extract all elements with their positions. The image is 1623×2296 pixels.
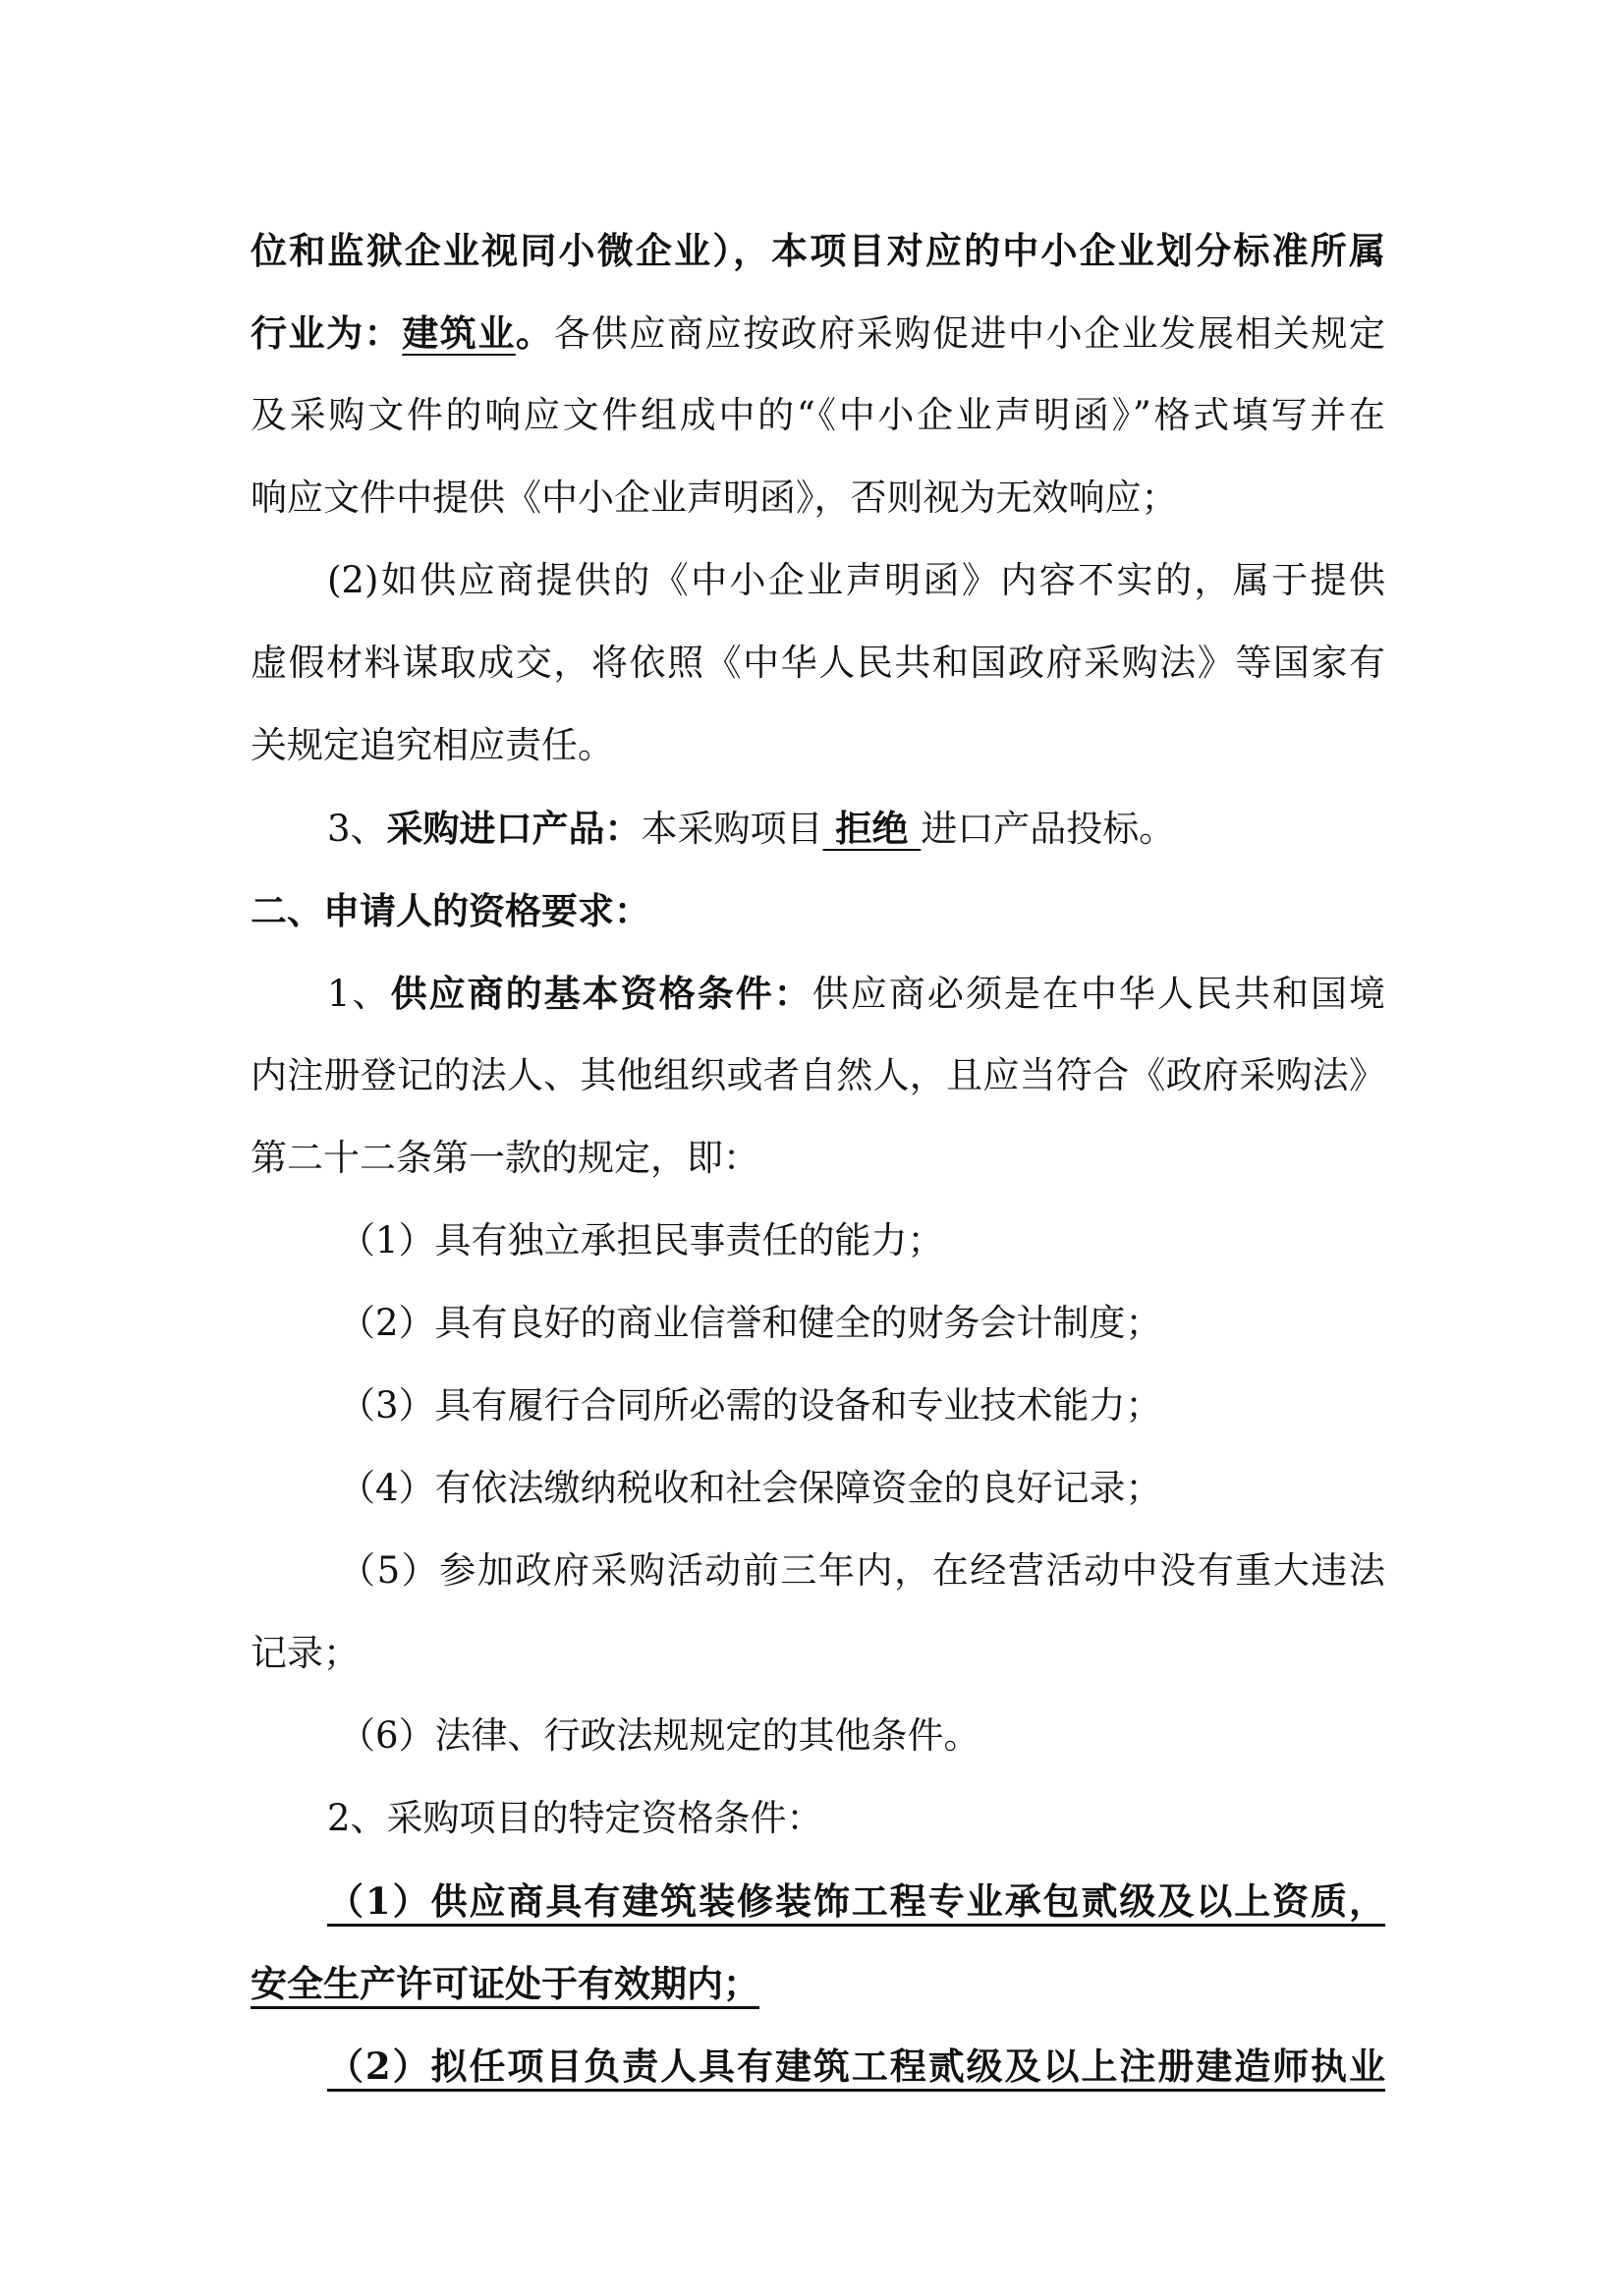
body-text: 内注册登记的法人、其他组织或者自然人，且应当符合《政府采购法》 [251, 1054, 1385, 1096]
text-line [251, 292, 1385, 374]
text-line [251, 704, 1385, 787]
text-line [251, 1777, 1385, 1860]
body-text: (2)如供应商提供的《中小企业声明函》内容不实的，属于提供 [327, 559, 1385, 601]
text-line [251, 539, 1385, 622]
bold-text: 行业为： [251, 311, 403, 355]
text-line [251, 1860, 1385, 1942]
body-text: 各供应商应按政府采购促进中小企业发展相关规定 [553, 312, 1386, 355]
text-line [251, 374, 1385, 457]
underlined-text: 建筑业 [402, 311, 516, 355]
text-line [251, 1365, 1385, 1447]
body-text: （3）具有履行合同所必需的设备和专业技术能力； [339, 1384, 1162, 1427]
body-text: 第二十二条第一款的规定，即： [251, 1137, 759, 1179]
text-line [251, 2025, 1385, 2107]
body-text: （1）具有独立承担民事责任的能力； [339, 1219, 944, 1261]
body-text: 及采购文件的响应文件组成中的“《中小企业声明函》”格式填写并在 [251, 394, 1385, 436]
bold-text: 位和监狱企业视同小微企业），本项目对应的中小企业划分标准所属 [251, 229, 1385, 272]
body-text: 关规定追究相应责任。 [251, 724, 614, 766]
body-text: 供应商必须是在中华人民共和国境 [812, 973, 1385, 1015]
text-line [251, 1282, 1385, 1365]
body-text: 2、采购项目的特定资格条件： [327, 1797, 823, 1839]
text-line [251, 1117, 1385, 1200]
body-text: （5）参加政府采购活动前三年内，在经营活动中没有重大违法 [339, 1549, 1385, 1592]
body-text: 本采购项目 [641, 808, 823, 850]
bold-text: 二、申请人的资格要求： [251, 889, 650, 932]
text-line [251, 1695, 1385, 1777]
body-text: 响应文件中提供《中小企业声明函》，否则视为无效响应； [251, 476, 1178, 519]
text-line [251, 457, 1385, 539]
text-line [251, 869, 1385, 952]
text-line [251, 1447, 1385, 1530]
text-line [251, 1942, 1385, 2025]
body-text: （6）法律、行政法规规定的其他条件。 [339, 1714, 980, 1757]
body-text: 进口产品投标。 [921, 808, 1176, 850]
body-text: 3、 [327, 808, 387, 850]
text-line [251, 1530, 1385, 1612]
underlined-text: （1）供应商具有建筑装修装饰工程专业承包贰级及以上资质， [327, 1879, 1385, 1923]
body-text: （4）有依法缴纳税收和社会保障资金的良好记录； [339, 1467, 1162, 1509]
body-text: （2）具有良好的商业信誉和健全的财务会计制度； [339, 1302, 1162, 1344]
body-text: 虚假材料谋取成交，将依照《中华人民共和国政府采购法》等国家有 [251, 642, 1385, 684]
body-text: 记录； [251, 1632, 360, 1674]
text-line [251, 952, 1385, 1035]
text-line [251, 209, 1385, 292]
body-text: 1、 [327, 973, 391, 1015]
document-page-body [251, 209, 1385, 2107]
text-line [251, 1200, 1385, 1282]
underlined-text: 安全生产许可证处于有效期内； [251, 1962, 759, 2005]
text-line [251, 1035, 1385, 1117]
text-line [251, 622, 1385, 704]
underlined-text: （2）拟任项目负责人具有建筑工程贰级及以上注册建造师执业 [327, 2044, 1385, 2088]
underlined-text: 拒绝 [822, 807, 922, 850]
bold-text: 。 [515, 311, 554, 355]
text-line [251, 1612, 1385, 1695]
bold-text: 采购进口产品： [386, 807, 642, 850]
bold-text: 供应商的基本资格条件： [390, 972, 812, 1015]
text-line [251, 787, 1385, 869]
